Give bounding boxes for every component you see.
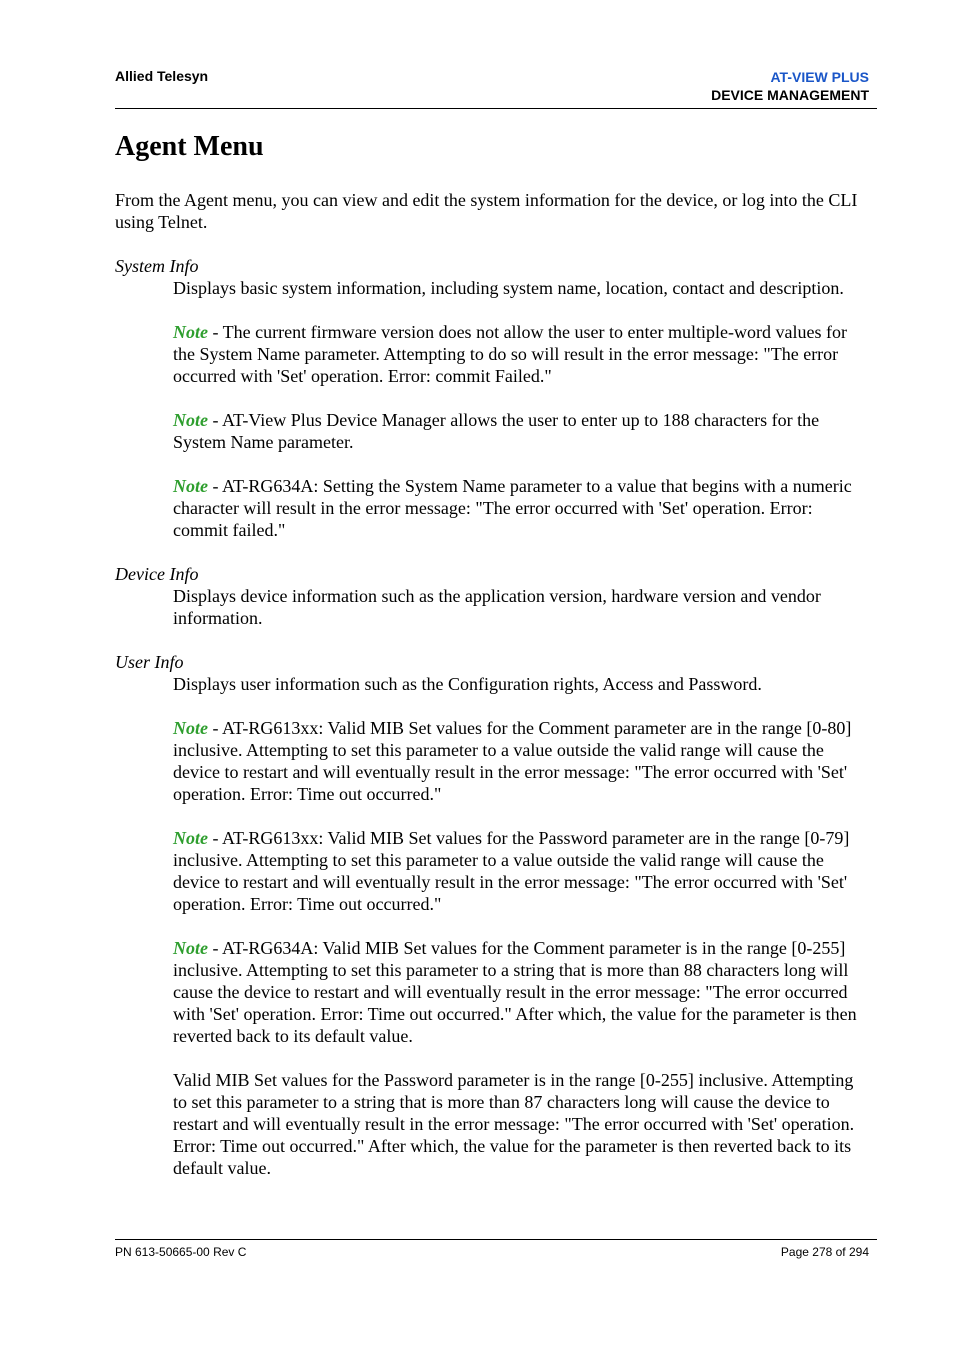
- note-paragraph: [173, 717, 870, 805]
- paragraph-text: Displays user information such as the Configuration rights, Access and Password.: [173, 674, 762, 694]
- part-number: PN 613-50665-00 Rev C: [115, 1245, 247, 1259]
- paragraph-text: - AT-RG634A: Valid MIB Set values for the Comment parameter is in the range [0-255] inclusive. Attempting to set this parameter to a string that is more than 88 characters long will cause the device to restart and will eventually result in the error message: "The error occurred with 'Set' operation. Error: Time out occurred." After which, the value for the parameter is then reverted back to its default value.: [173, 938, 857, 1046]
- definition-body: [173, 673, 870, 1179]
- note-paragraph: [173, 409, 870, 453]
- header-right: [711, 68, 869, 104]
- page-footer: [115, 1239, 877, 1259]
- note-paragraph: [173, 827, 870, 915]
- definition-paragraph: [173, 585, 870, 629]
- paragraph-text: - AT-RG613xx: Valid MIB Set values for the Comment parameter are in the range [0-80] inclusive. Attempting to set this parameter to a value outside the valid range will cause the device to restart and will eventually result in the error message: "The error occurred with 'Set' operation. Error: Time out occurred.": [173, 718, 852, 804]
- definition-body: [173, 585, 870, 629]
- paragraph-text: - The current firmware version does not allow the user to enter multiple-word values for the System Name parameter. Attempting to do so will result in the error message: "The error occurred with 'Set' operation. Error: commit Failed.": [173, 322, 847, 386]
- page-header: [115, 66, 877, 109]
- note-label: Note: [173, 476, 208, 496]
- section-name: DEVICE MANAGEMENT: [711, 87, 869, 103]
- company-name: Allied Telesyn: [115, 68, 209, 84]
- note-label: Note: [173, 322, 208, 342]
- definition-term: Device Info: [115, 564, 199, 584]
- page-number: Page 278 of 294: [780, 1245, 869, 1259]
- definition-paragraph: [173, 673, 870, 695]
- note-label: Note: [173, 938, 208, 958]
- paragraph-text: - AT-View Plus Device Manager allows the user to enter up to 188 characters for the System Name parameter.: [173, 410, 820, 452]
- definition-list: [115, 255, 870, 1179]
- paragraph-text: - AT-RG634A: Setting the System Name parameter to a value that begins with a numeric character will result in the error message: "The error occurred with 'Set' operation. Error: commit failed.": [173, 476, 852, 540]
- paragraph-text: Displays device information such as the application version, hardware version and vendor information.: [173, 586, 821, 628]
- intro-paragraph: From the Agent menu, you can view and edit the system information for the device, or log into the CLI using Telnet.: [115, 190, 858, 232]
- note-label: Note: [173, 718, 208, 738]
- definition-paragraph: [173, 1069, 870, 1179]
- product-name: AT-VIEW PLUS: [770, 69, 869, 85]
- paragraph-text: Displays basic system information, including system name, location, contact and description.: [173, 278, 844, 298]
- definition-term: System Info: [115, 256, 199, 276]
- document-body: [115, 189, 870, 1201]
- definition-body: [173, 277, 870, 541]
- note-label: Note: [173, 828, 208, 848]
- paragraph-text: Valid MIB Set values for the Password parameter is in the range [0-255] inclusive. Attempting to set this parameter to a string that is more than 87 characters long will cause the device to restart and will eventually result in the error message: "The error occurred with 'Set' operation. Error: Time out occurred." After which, the value for the parameter is then reverted back to its default value.: [173, 1070, 855, 1178]
- definition-paragraph: [173, 277, 870, 299]
- note-paragraph: [173, 937, 870, 1047]
- paragraph-text: - AT-RG613xx: Valid MIB Set values for the Password parameter are in the range [0-79] inclusive. Attempting to set this parameter to a value outside the valid range will cause the device to restart and will eventually result in the error message: "The error occurred with 'Set' operation. Error: Time out occurred.": [173, 828, 850, 914]
- note-paragraph: [173, 475, 870, 541]
- definition-term: User Info: [115, 652, 184, 672]
- note-paragraph: [173, 321, 870, 387]
- note-label: Note: [173, 410, 208, 430]
- page-title: Agent Menu: [115, 131, 264, 162]
